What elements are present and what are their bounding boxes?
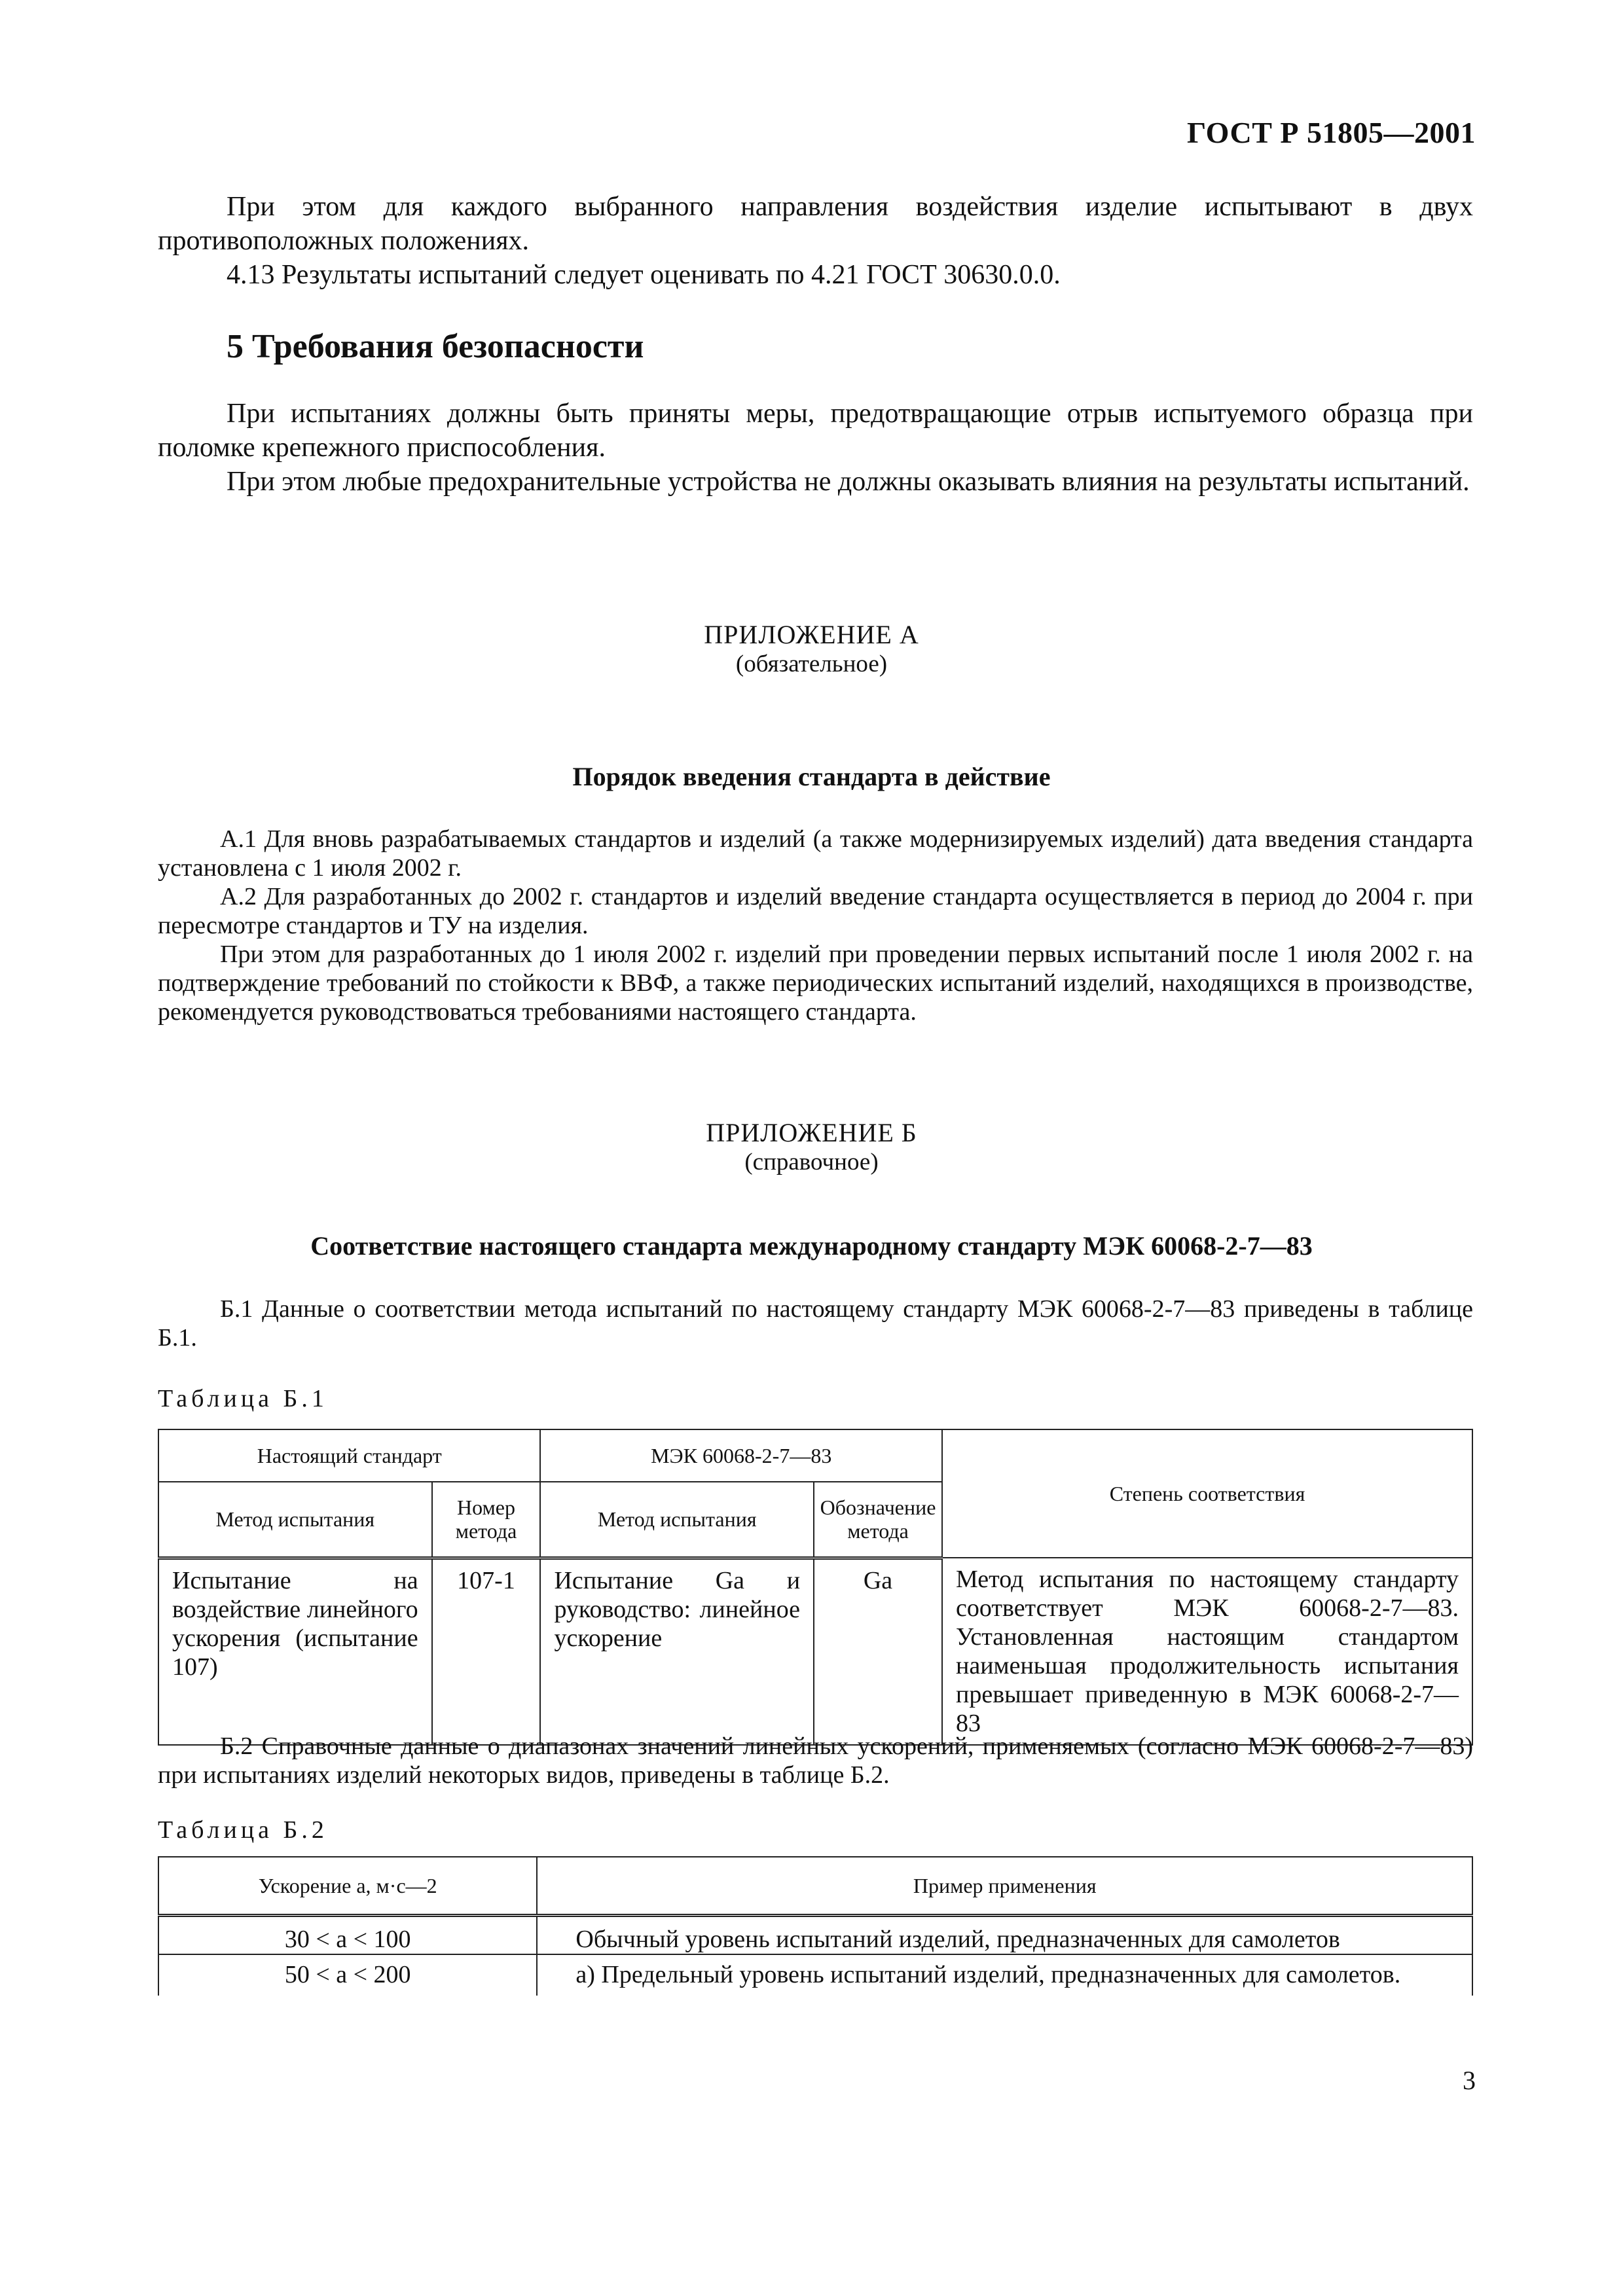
table-b2-caption: Таблица Б.2: [158, 1816, 328, 1844]
appendix-b-paragraph-1-wrap: [158, 1295, 1473, 1352]
appendix-b-paragraph-2: Б.2 Справочные данные о диапазонах значений линейных ускорений, применяемых (согласно МЭК 60068-2-7—83) при испытаниях изделий некоторых видов, приведены в таблице Б.2.: [158, 1732, 1473, 1789]
table-b1: [158, 1429, 1473, 1746]
appendix-a-paragraph-1: А.1 Для вновь разрабатываемых стандартов и изделий (а также модернизируемых изделий) дата введения стандарта установлена с 1 июля 2002 г.: [158, 825, 1473, 882]
table-b1-cell-method-iec: Испытание Ga и руководство: линейное ускорение: [540, 1558, 814, 1745]
table-b2-accel-2: 50 < a < 200: [158, 1954, 537, 1996]
appendix-a-body: [158, 825, 1473, 1026]
intro-paragraph-1: При этом для каждого выбранного направления воздействия изделие испытывают в двух противоположных положениях.: [158, 192, 1473, 256]
table-row: [158, 1558, 1472, 1745]
intro-paragraph-2: 4.13 Результаты испытаний следует оценивать по 4.21 ГОСТ 30630.0.0.: [227, 260, 1061, 290]
table-b1-cell-number: 107-1: [432, 1558, 541, 1745]
table-b1-group-national: Настоящий стандарт: [158, 1429, 540, 1482]
table-b2-col-example: Пример применения: [537, 1857, 1472, 1916]
table-b1-col-method-iec: Метод испытания: [540, 1482, 814, 1558]
table-b2-example-1: Обычный уровень испытаний изделий, предназначенных для самолетов: [537, 1916, 1472, 1955]
table-b1-col-designation: Обозначение метода: [814, 1482, 942, 1558]
table-b1-group-iec: МЭК 60068-2-7—83: [540, 1429, 942, 1482]
section-5-paragraph-1: При испытаниях должны быть приняты меры, предотвращающие отрыв испытуемого образца при поломке крепежного приспособления.: [158, 399, 1473, 463]
appendix-a-paragraph-3: При этом для разработанных до 1 июля 2002 г. изделий при проведении первых испытаний после 1 июля 2002 г. на подтверждение требований по стойкости к ВВФ, а также периодических испытаний изделий, находящихся в производстве, рекомендуется руководствоваться требованиями настоящего стандарта.: [158, 941, 1473, 1026]
table-b1-col-degree: Степень соответствия: [942, 1429, 1472, 1558]
section-5-body: [158, 397, 1473, 499]
table-row: [158, 1954, 1472, 1996]
document-header: ГОСТ Р 51805—2001: [1187, 116, 1476, 149]
appendix-a-header: [0, 620, 1623, 679]
table-b1-cell-designation: Ga: [814, 1558, 942, 1745]
appendix-b-title: ПРИЛОЖЕНИЕ Б: [706, 1118, 917, 1147]
table-b2-example-2: а) Предельный уровень испытаний изделий, предназначенных для самолетов.: [537, 1954, 1472, 1996]
section-5-title: 5 Требования безопасности: [227, 328, 644, 365]
appendix-a-paragraph-2: А.2 Для разработанных до 2002 г. стандартов и изделий введение стандарта осуществляется в период до 2004 г. при пересмотре стандартов и ТУ на изделия.: [158, 883, 1473, 939]
appendix-a-subtitle: (обязательное): [735, 651, 888, 677]
table-b1-caption: Таблица Б.1: [158, 1385, 328, 1412]
appendix-a-heading: Порядок введения стандарта в действие: [572, 762, 1051, 791]
table-b1-col-method: Метод испытания: [158, 1482, 432, 1558]
table-b2-col-accel: Ускорение a, м·с—2: [158, 1857, 537, 1916]
appendix-b-header: [0, 1118, 1623, 1177]
section-5-paragraph-2: При этом любые предохранительные устройства не должны оказывать влияния на результаты испытаний.: [227, 467, 1470, 497]
table-b1-header-row-1: [158, 1429, 1472, 1482]
appendix-b-paragraph-1: Б.1 Данные о соответствии метода испытаний по настоящему стандарту МЭК 60068-2-7—83 приведены в таблице Б.1.: [158, 1295, 1473, 1352]
table-row: [158, 1916, 1472, 1955]
appendix-b-subtitle: (справочное): [744, 1149, 879, 1175]
table-b2: [158, 1856, 1473, 1996]
table-b2-header-row: [158, 1857, 1472, 1916]
table-b2-accel-1: 30 < a < 100: [158, 1916, 537, 1955]
table-b1-cell-method: Испытание на воздействие линейного ускорения (испытание 107): [158, 1558, 432, 1745]
appendix-a-title: ПРИЛОЖЕНИЕ А: [704, 620, 919, 649]
appendix-b-heading: Соответствие настоящего стандарта международному стандарту МЭК 60068-2-7—83: [310, 1231, 1313, 1261]
table-b1-cell-degree: Метод испытания по настоящему стандарту соответствует МЭК 60068-2-7—83. Установленная настоящим стандартом наименьшая продолжительность испытания превышает приведенную в МЭК 60068-2-7—83: [942, 1558, 1472, 1745]
table-b1-col-number: Номер метода: [432, 1482, 541, 1558]
appendix-b-paragraph-2-wrap: [158, 1732, 1473, 1789]
intro-block: [158, 190, 1473, 292]
page-number: 3: [1463, 2066, 1476, 2095]
